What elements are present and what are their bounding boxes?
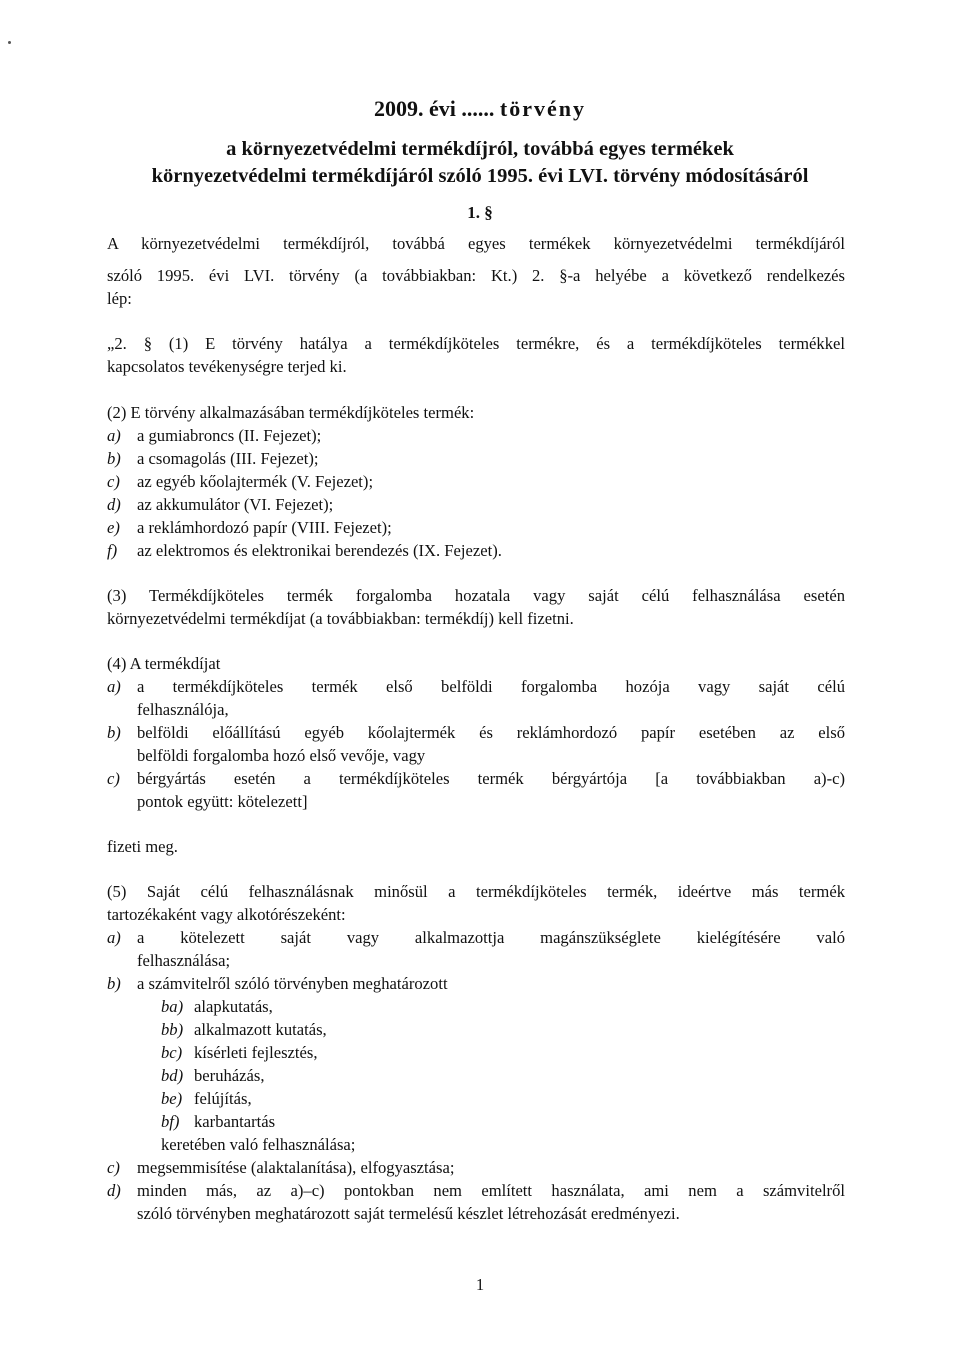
list-item-line: a kötelezett saját vagy alkalmazottja magánszükséglete kielégítésére való (137, 928, 845, 947)
sublist-label: be) (161, 1089, 183, 1108)
paragraph-line: (3) Termékdíjköteles termék forgalomba hozatala vagy saját célú felhasználása esetén (107, 586, 845, 605)
list-item: az elektromos és elektronikai berendezés (IX. Fejezet). (137, 541, 502, 560)
list-item-line: minden más, az a)–c) pontokban nem említett használata, ami nem a számvitelről (137, 1181, 845, 1200)
sublist-item: kísérleti fejlesztés, (194, 1043, 318, 1062)
list-label: a) (107, 426, 121, 445)
list-item-line: bérgyártás esetén a termékdíjköteles termék bérgyártója [a továbbiakban a)-c) (137, 769, 845, 788)
subtitle-line: a környezetvédelmi termékdíjról, továbbá egyes termékek (226, 138, 734, 160)
paragraph-intro: (4) A termékdíjat (107, 654, 221, 673)
paragraph-line: „2. § (1) E törvény hatálya a termékdíjköteles termékre, és a termékdíjköteles termékkel (107, 334, 845, 353)
list-item-line: szóló törvényben meghatározott saját termelésű készlet létrehozását eredményezi. (137, 1204, 680, 1223)
list-item: a csomagolás (III. Fejezet); (137, 449, 319, 468)
section-intro-line: szóló 1995. évi LVI. törvény (a továbbiakban: Kt.) 2. §-a helyébe a következő rendelkezés (107, 266, 845, 285)
sublist-label: bd) (161, 1066, 184, 1085)
list-item: a reklámhordozó papír (VIII. Fejezet); (137, 518, 392, 537)
list-label: b) (107, 723, 121, 742)
list-label: b) (107, 974, 121, 993)
sublist-label: bf) (161, 1112, 180, 1131)
sublist-item: beruházás, (194, 1066, 265, 1085)
section-heading: 1. § (467, 203, 493, 222)
list-label: a) (107, 677, 121, 696)
list-label: b) (107, 449, 121, 468)
sublist-item: alapkutatás, (194, 997, 273, 1016)
scan-speck (8, 41, 11, 44)
list-label: d) (107, 1181, 121, 1200)
list-item-line: felhasználója, (137, 700, 229, 719)
document-subtitle (0, 136, 960, 190)
sublist-item: felújítás, (194, 1089, 252, 1108)
list-item: az egyéb kőolajtermék (V. Fejezet); (137, 472, 374, 491)
paragraph-line: kapcsolatos tevékenységre terjed ki. (107, 357, 347, 376)
list-label: f) (107, 541, 118, 560)
title-year: 2009. évi ...... (374, 96, 495, 121)
list-label: d) (107, 495, 121, 514)
list-item: megsemmisítése (alaktalanítása), elfogyasztása; (137, 1158, 455, 1177)
sublist-item: karbantartás (194, 1112, 276, 1131)
sublist-item: alkalmazott kutatás, (194, 1020, 327, 1039)
list-label: c) (107, 769, 120, 788)
list-label: c) (107, 1158, 120, 1177)
paragraph-closing: fizeti meg. (107, 837, 178, 856)
list-item: a gumiabroncs (II. Fejezet); (137, 426, 322, 445)
section-intro-line: A környezetvédelmi termékdíjról, továbbá egyes termékek környezetvédelmi termékdíjáról (107, 234, 845, 253)
list-item: az akkumulátor (VI. Fejezet); (137, 495, 334, 514)
sublist-closing: keretében való felhasználása; (161, 1135, 356, 1154)
list-item-line: pontok együtt: kötelezett] (137, 792, 308, 811)
list-item-line: a termékdíjköteles termék első belföldi forgalomba hozója vagy saját célú (137, 677, 845, 696)
list-label: c) (107, 472, 120, 491)
page-number: 1 (475, 1275, 485, 1294)
section-intro-line: lép: (107, 289, 132, 308)
paragraph-line: környezetvédelmi termékdíjat (a továbbiakban: termékdíj) kell fizetni. (107, 609, 574, 628)
list-item-line: belföldi forgalomba hozó első vevője, vagy (137, 746, 426, 765)
title-word: törvény (499, 96, 586, 121)
sublist-label: ba) (161, 997, 184, 1016)
list-item-line: belföldi előállítású egyéb kőolajtermék és reklámhordozó papír esetében az első (137, 723, 845, 742)
sublist-label: bb) (161, 1020, 184, 1039)
sublist-label: bc) (161, 1043, 183, 1062)
document-title (0, 96, 960, 122)
list-item: a számvitelről szóló törvényben meghatározott (137, 974, 448, 993)
paragraph-line: tartozékaként vagy alkotórészeként: (107, 905, 346, 924)
paragraph-intro: (2) E törvény alkalmazásában termékdíjköteles termék: (107, 403, 475, 422)
list-label: a) (107, 928, 121, 947)
list-item-line: felhasználása; (137, 951, 231, 970)
list-label: e) (107, 518, 120, 537)
subtitle-line: környezetvédelmi termékdíjáról szóló 1995. évi LVI. törvény módosításáról (151, 165, 809, 187)
paragraph-line: (5) Saját célú felhasználásnak minősül a termékdíjköteles termék, ideértve más termék (107, 882, 845, 901)
